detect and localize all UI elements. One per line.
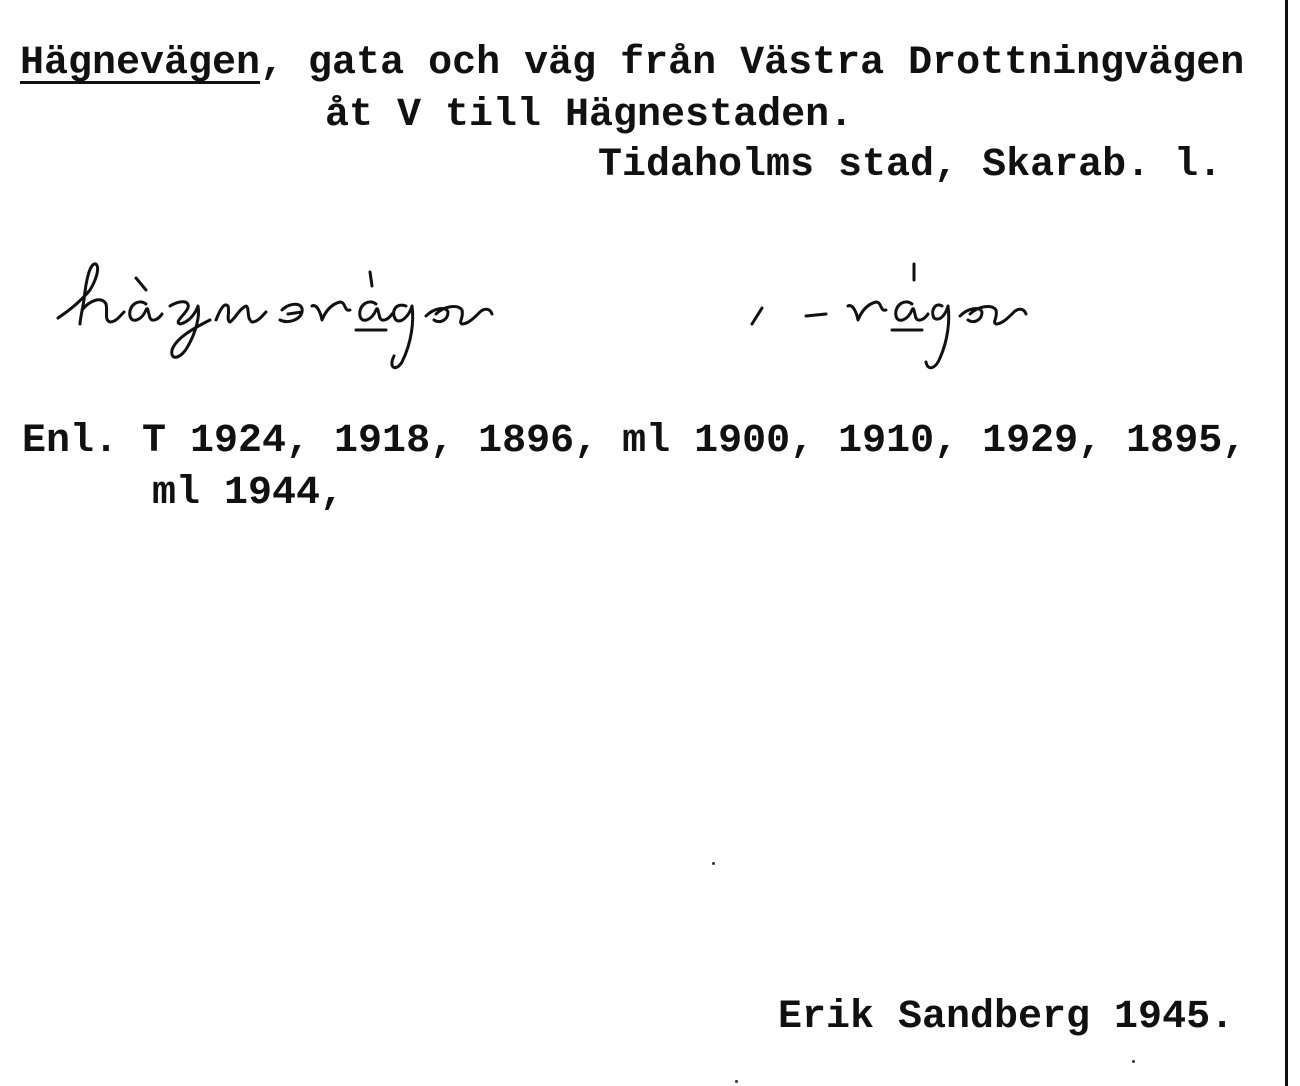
scan-speck — [712, 862, 715, 865]
definition-line-1: , gata och väg från Västra Drottningvägen — [260, 41, 1245, 86]
sources-line-1: Enl. T 1924, 1918, 1896, ml 1900, 1910, 1929, 1895, — [22, 419, 1247, 464]
definition-line-2: åt V till Hägnestaden. — [325, 93, 854, 138]
sources-line-2: ml 1944, — [152, 471, 345, 516]
signature: Erik Sandberg 1945. — [778, 995, 1235, 1040]
scan-speck — [1132, 1060, 1135, 1063]
headword: Hägnevägen — [20, 41, 261, 86]
scan-speck — [735, 1080, 738, 1083]
card-right-edge — [1285, 0, 1288, 1086]
location: Tidaholms stad, Skarab. l. — [598, 143, 1223, 188]
entry-line-1 — [20, 40, 1244, 88]
handwritten-pronunciation — [50, 250, 1170, 390]
